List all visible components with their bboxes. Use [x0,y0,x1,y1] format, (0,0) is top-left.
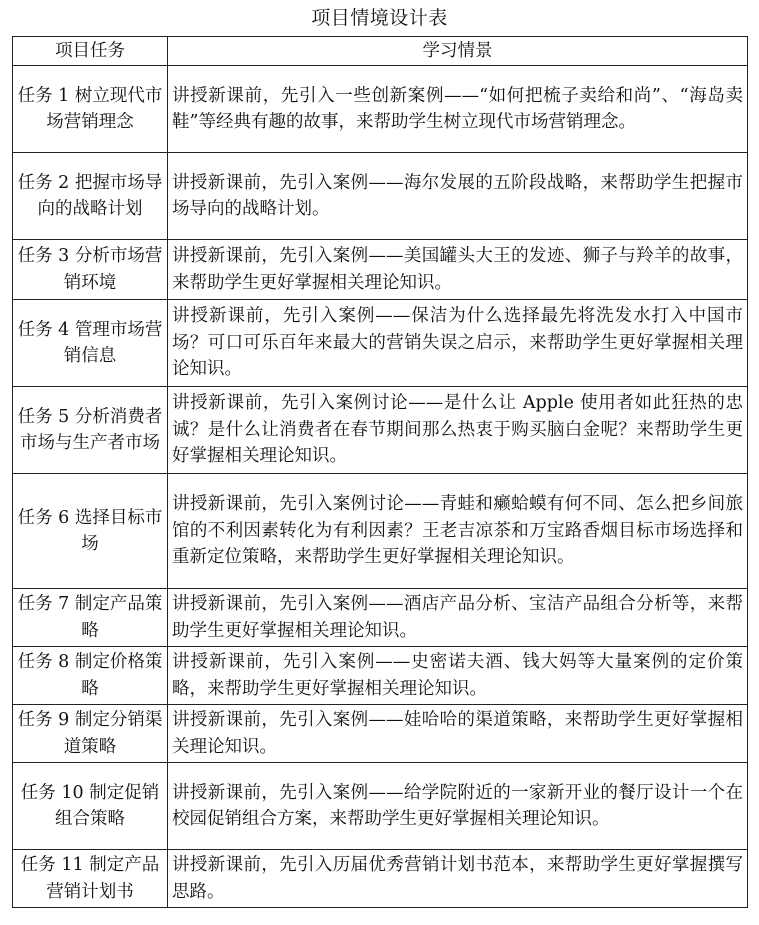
scene-cell: 讲授新课前，先引入历届优秀营销计划书范本，来帮助学生更好掌握撰写思路。 [168,850,748,908]
table-row [13,387,748,474]
header-task: 项目任务 [13,37,168,66]
scene-cell: 讲授新课前，先引入一些创新案例——“如何把梳子卖给和尚”、“海岛卖鞋”等经典有趣的故事，来帮助学生树立现代市场营销理念。 [168,66,748,153]
scene-cell: 讲授新课前，先引入案例讨论——是什么让 Apple 使用者如此狂热的忠诚？是什么让消费者在春节期间那么热衷于购买脑白金呢？来帮助学生更好掌握相关理论知识。 [168,387,748,474]
table-row [13,66,748,153]
scene-cell: 讲授新课前，先引入案例——保洁为什么选择最先将洗发水打入中国市场？可口可乐百年来最大的营销失误之启示，来帮助学生更好掌握相关理论知识。 [168,300,748,387]
scene-cell: 讲授新课前，先引入案例讨论——青蛙和癞蛤蟆有何不同、怎么把乡间旅馆的不利因素转化为有利因素？王老吉凉茶和万宝路香烟目标市场选择和重新定位策略，来帮助学生更好掌握相关理论知识。 [168,474,748,589]
task-cell: 任务 8 制定价格策略 [13,647,168,705]
task-cell: 任务 5 分析消费者市场与生产者市场 [13,387,168,474]
scene-cell: 讲授新课前，先引入案例——给学院附近的一家新开业的餐厅设计一个在校园促销组合方案，来帮助学生更好掌握相关理论知识。 [168,763,748,850]
task-cell: 任务 11 制定产品营销计划书 [13,850,168,908]
scene-cell: 讲授新课前，先引入案例——海尔发展的五阶段战略，来帮助学生把握市场导向的战略计划。 [168,153,748,240]
table-row [13,850,748,908]
header-scene: 学习情景 [168,37,748,66]
table-row [13,300,748,387]
table-row [13,240,748,300]
scene-cell: 讲授新课前，先引入案例——娃哈哈的渠道策略，来帮助学生更好掌握相关理论知识。 [168,705,748,763]
table-row [13,705,748,763]
scene-cell: 讲授新课前，先引入案例——史密诺夫酒、钱大妈等大量案例的定价策略，来帮助学生更好掌握相关理论知识。 [168,647,748,705]
table-row [13,474,748,589]
task-cell: 任务 2 把握市场导向的战略计划 [13,153,168,240]
table-title: 项目情境设计表 [311,7,448,29]
table-row [13,647,748,705]
task-cell: 任务 3 分析市场营销环境 [13,240,168,300]
scene-cell: 讲授新课前，先引入案例——酒店产品分析、宝洁产品组合分析等，来帮助学生更好掌握相关理论知识。 [168,589,748,647]
table-row [13,589,748,647]
task-cell: 任务 10 制定促销组合策略 [13,763,168,850]
task-cell: 任务 4 管理市场营销信息 [13,300,168,387]
table-row [13,763,748,850]
scene-cell: 讲授新课前，先引入案例——美国罐头大王的发迹、狮子与羚羊的故事，来帮助学生更好掌握相关理论知识。 [168,240,748,300]
task-cell: 任务 7 制定产品策略 [13,589,168,647]
project-scenario-table [12,36,748,908]
table-header-row [13,37,748,66]
task-cell: 任务 1 树立现代市场营销理念 [13,66,168,153]
table-row [13,153,748,240]
task-cell: 任务 9 制定分销渠道策略 [13,705,168,763]
task-cell: 任务 6 选择目标市场 [13,474,168,589]
